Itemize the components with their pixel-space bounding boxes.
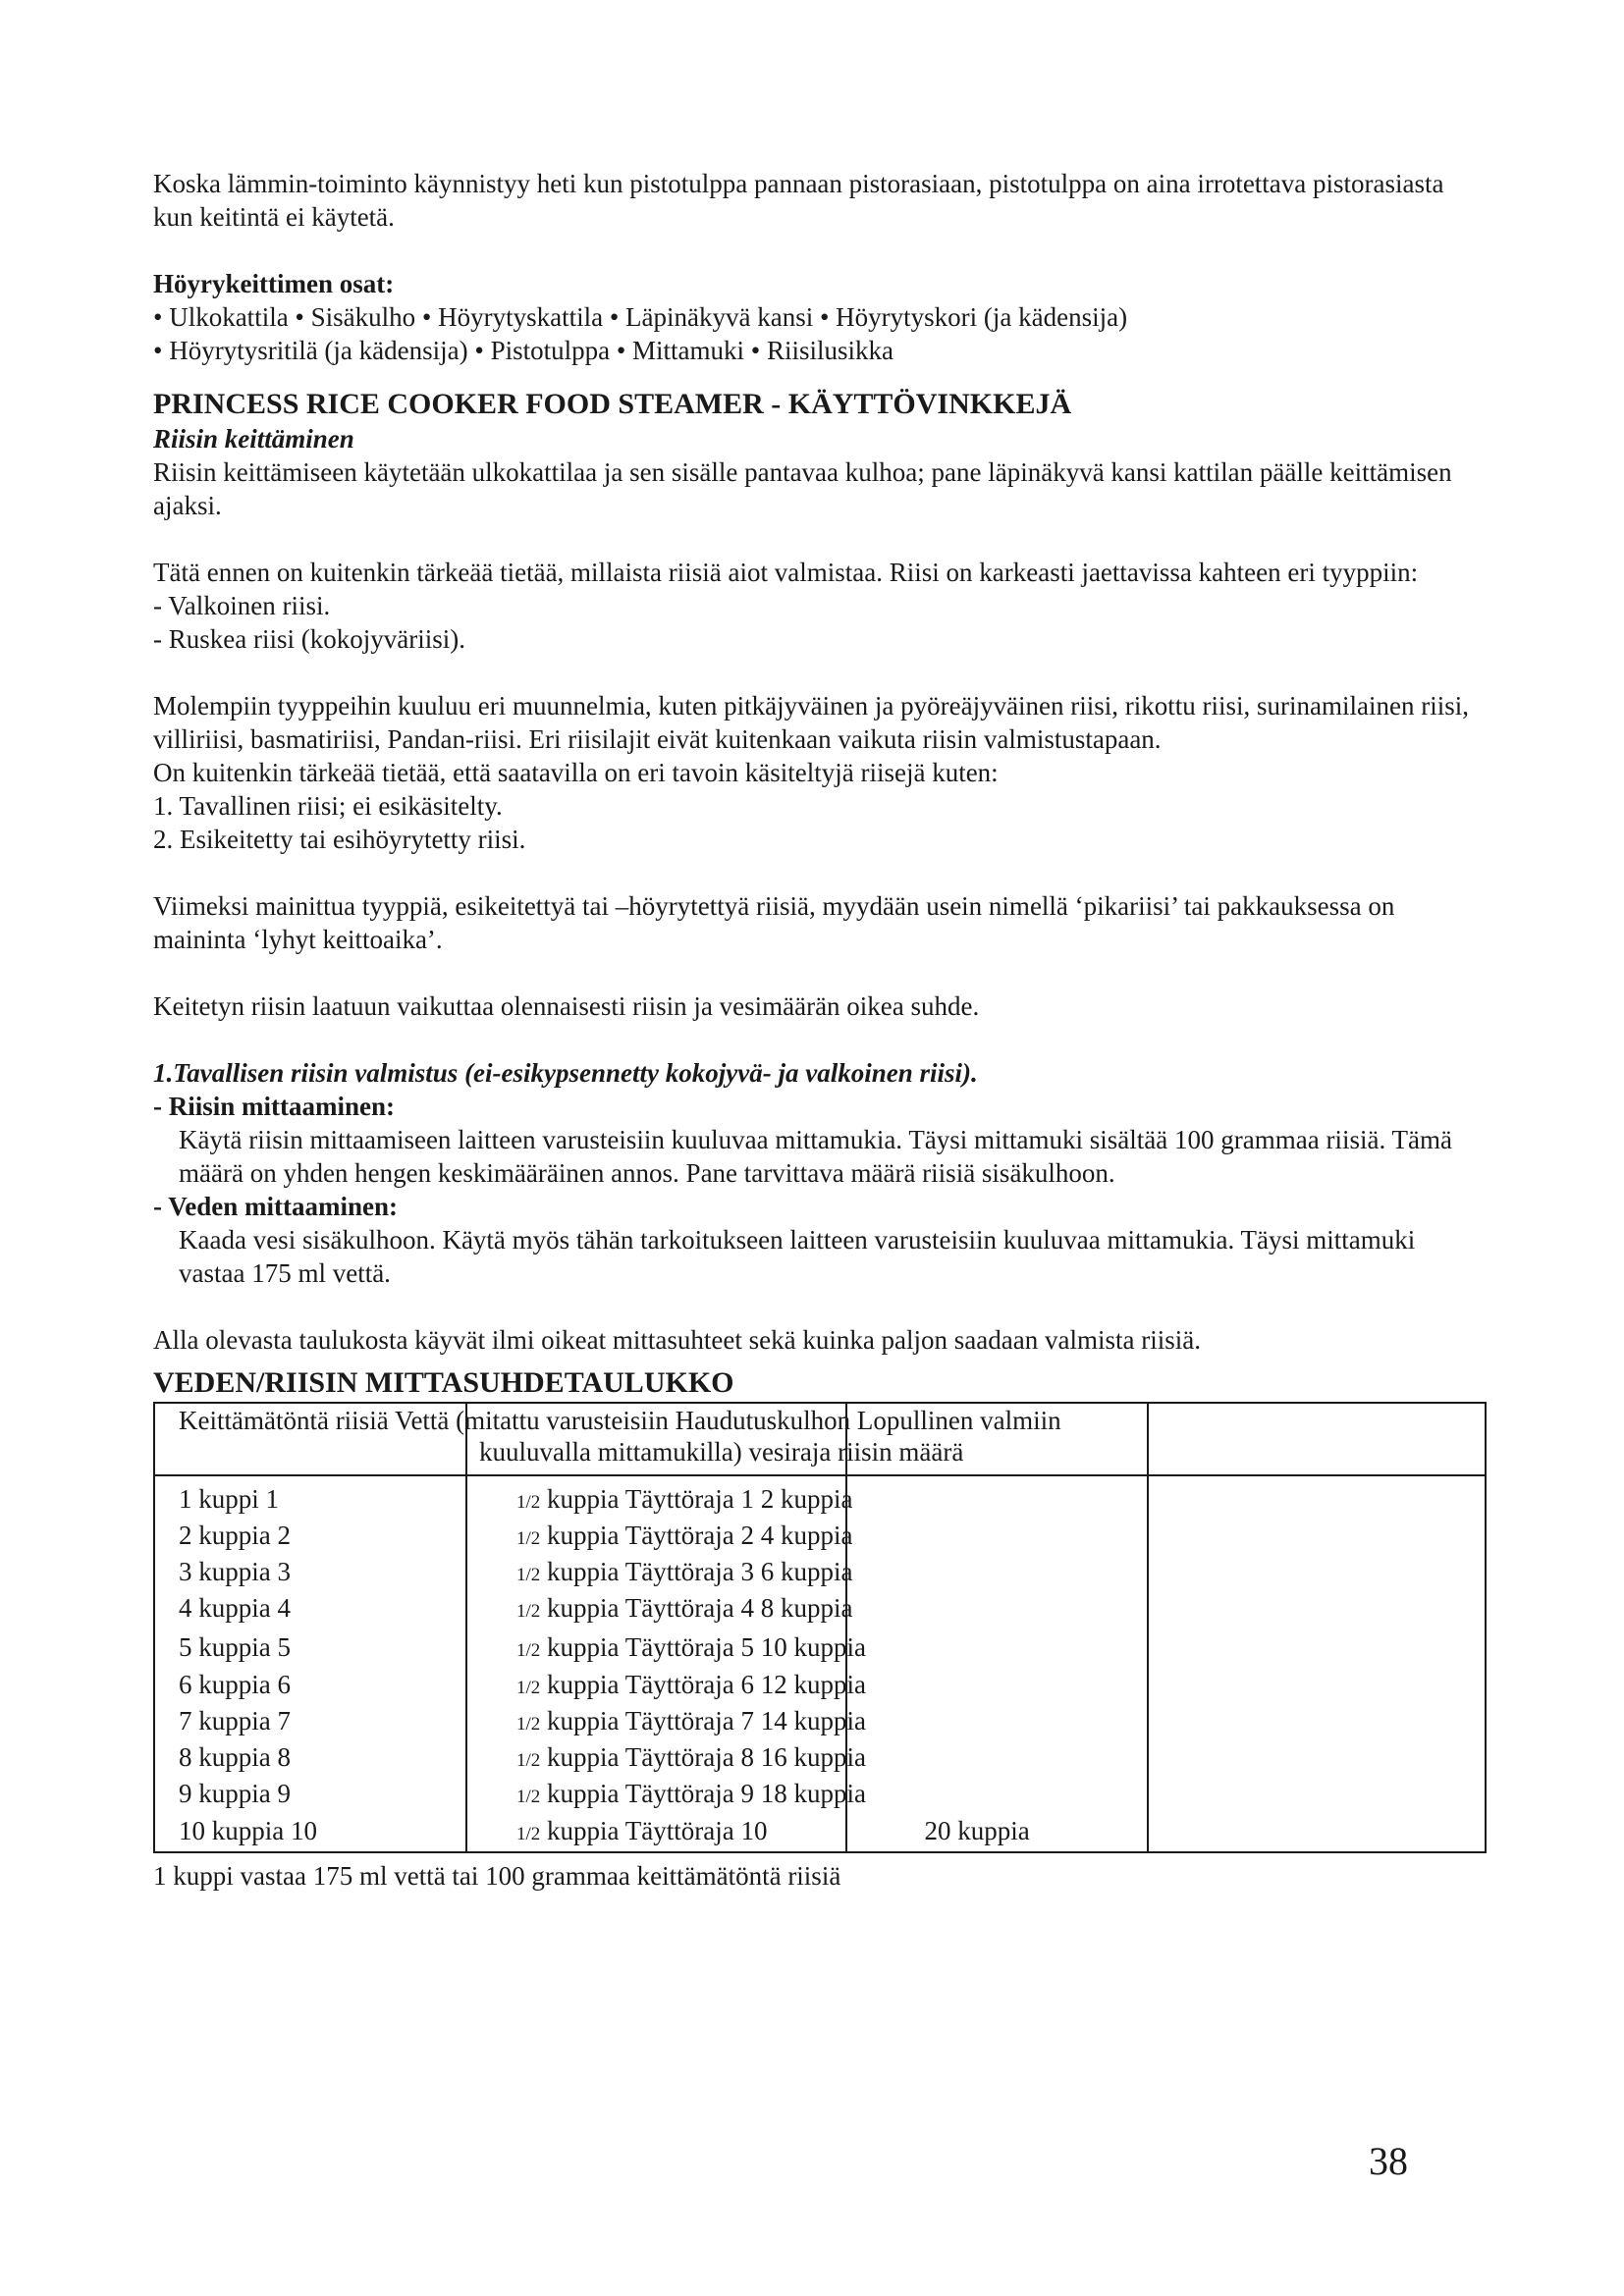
paragraph-rice-types: Tätä ennen on kuitenkin tärkeää tietää, millaista riisiä aiot valmistaa. Riisi on karkeasti jaettavissa kahteen eri tyyppiin: [153,558,1419,587]
paragraph-processing: On kuitenkin tärkeää tietää, että saatavilla on eri tavoin käsiteltyjä riisejä kuten: [153,758,999,787]
prep-heading: 1.Tavallisen riisin valmistus (ei-esikypsennetty kokojyvä- ja valkoinen riisi). [153,1058,978,1088]
rice-measure-text: Käytä riisin mittaamiseen laitteen varusteisiin kuuluvaa mittamukia. Täysi mittamuki sisältää 100 grammaa riisiä. Tämä määrä on yhden hengen keskimääräinen annos. Pane tarvittava määrä riisiä sisäkulhoon. [179,1125,1452,1188]
table-body [155,1476,1485,1851]
table-intro: Alla olevasta taulukosta käyvät ilmi oikeat mittasuhteet sekä kuinka paljon saadaan valmista riisiä. [153,1325,1201,1355]
page-number: 38 [1369,2139,1408,2183]
table-row: 6 kuppia 6 1/2 kuppia Täyttöraja 6 12 kuppia [179,1670,866,1699]
paragraph-ratio: Keitetyn riisin laatuun vaikuttaa olennaisesti riisin ja vesimäärän oikea suhde. [153,991,980,1021]
section-subtitle: Riisin keittäminen [153,424,354,454]
rice-type-brown: - Ruskea riisi (kokojyväriisi). [153,624,465,654]
table-row: 2 kuppia 2 1/2 kuppia Täyttöraja 2 4 kuppia [179,1521,853,1550]
table-header-line-2: kuuluvalla mittamukilla) vesiraja riisin määrä [479,1437,964,1467]
table-title: VEDEN/RIISIN MITTASUHDETAULUKKO [153,1366,734,1399]
rice-type-white: - Valkoinen riisi. [153,591,331,620]
rice-measure-label: - Riisin mittaaminen: [153,1092,395,1121]
water-measure-label: - Veden mittaaminen: [153,1192,398,1221]
parts-line-2: • Höyrytysritilä (ja kädensija) • Pistotulppa • Mittamuki • Riisilusikka [153,336,893,365]
list-item-2: 2. Esikeitetty tai esihöyrytetty riisi. [153,825,526,854]
table-row: 9 kuppia 9 1/2 kuppia Täyttöraja 9 18 kuppia [179,1779,866,1808]
paragraph-variants: Molempiin tyyppeihin kuuluu eri muunnelmia, kuten pitkäjyväinen ja pyöreäjyväinen riisi, rikottu riisi, surinamilainen riisi, villiriisi, basmatiriisi, Pandan-riisi. Eri riisilajit eivät kuitenkaan vaikuta riisin valmistustapaan. [153,691,1470,754]
table-row: 7 kuppia 7 1/2 kuppia Täyttöraja 7 14 kuppia [179,1706,866,1735]
parts-line-1: • Ulkokattila • Sisäkulho • Höyrytyskattila • Läpinäkyvä kansi • Höyrytyskori (ja kädensija) [153,302,1128,332]
table-row: 4 kuppia 4 1/2 kuppia Täyttöraja 4 8 kuppia [179,1593,853,1623]
table-row-last: 10 kuppia 10 1/2 kuppia Täyttöraja 10 20 kuppia [179,1816,1030,1845]
table-header [155,1404,1485,1476]
ratio-table [153,1402,1487,1853]
water-measure-text: Kaada vesi sisäkulhoon. Käytä myös tähän tarkoitukseen laitteen varusteisiin kuuluvaa mittamukia. Täysi mittamuki vastaa 175 ml vettä. [179,1225,1416,1288]
table-row: 5 kuppia 5 1/2 kuppia Täyttöraja 5 10 kuppia [179,1632,866,1662]
section-title: PRINCESS RICE COOKER FOOD STEAMER - KÄYTTÖVINKKEJÄ [153,388,1072,420]
paragraph-cooking-intro: Riisin keittämiseen käytetään ulkokattilaa ja sen sisälle pantavaa kulhoa; pane läpinäkyvä kansi kattilan päälle keittämisen ajaksi. [153,457,1452,520]
table-row: 1 kuppi 1 1/2 kuppia Täyttöraja 1 2 kuppia [179,1484,853,1514]
table-header-line-1: Keittämätöntä riisiä Vettä (mitattu varusteisiin Haudutuskulhon Lopullinen valmiin [179,1406,1061,1435]
document-page [153,167,1479,1893]
table-row: 8 kuppia 8 1/2 kuppia Täyttöraja 8 16 kuppia [179,1742,866,1772]
parts-heading: Höyrykeittimen osat: [153,269,395,298]
intro-paragraph: Koska lämmin-toiminto käynnistyy heti kun pistotulppa pannaan pistorasiaan, pistotulppa on aina irrotettava pistorasiasta kun keitintä ei käytetä. [153,169,1444,232]
table-row: 3 kuppia 3 1/2 kuppia Täyttöraja 3 6 kuppia [179,1557,853,1586]
table-footnote: 1 kuppi vastaa 175 ml vettä tai 100 grammaa keittämätöntä riisiä [153,1861,841,1891]
paragraph-instant-rice: Viimeksi mainittua tyyppiä, esikeitettyä tai –höyrytettyä riisiä, myydään usein nimellä ‘pikariisi’ tai pakkauksessa on maininta ‘lyhyt keittoaika’. [153,891,1395,954]
list-item-1: 1. Tavallinen riisi; ei esikäsitelty. [153,791,503,821]
